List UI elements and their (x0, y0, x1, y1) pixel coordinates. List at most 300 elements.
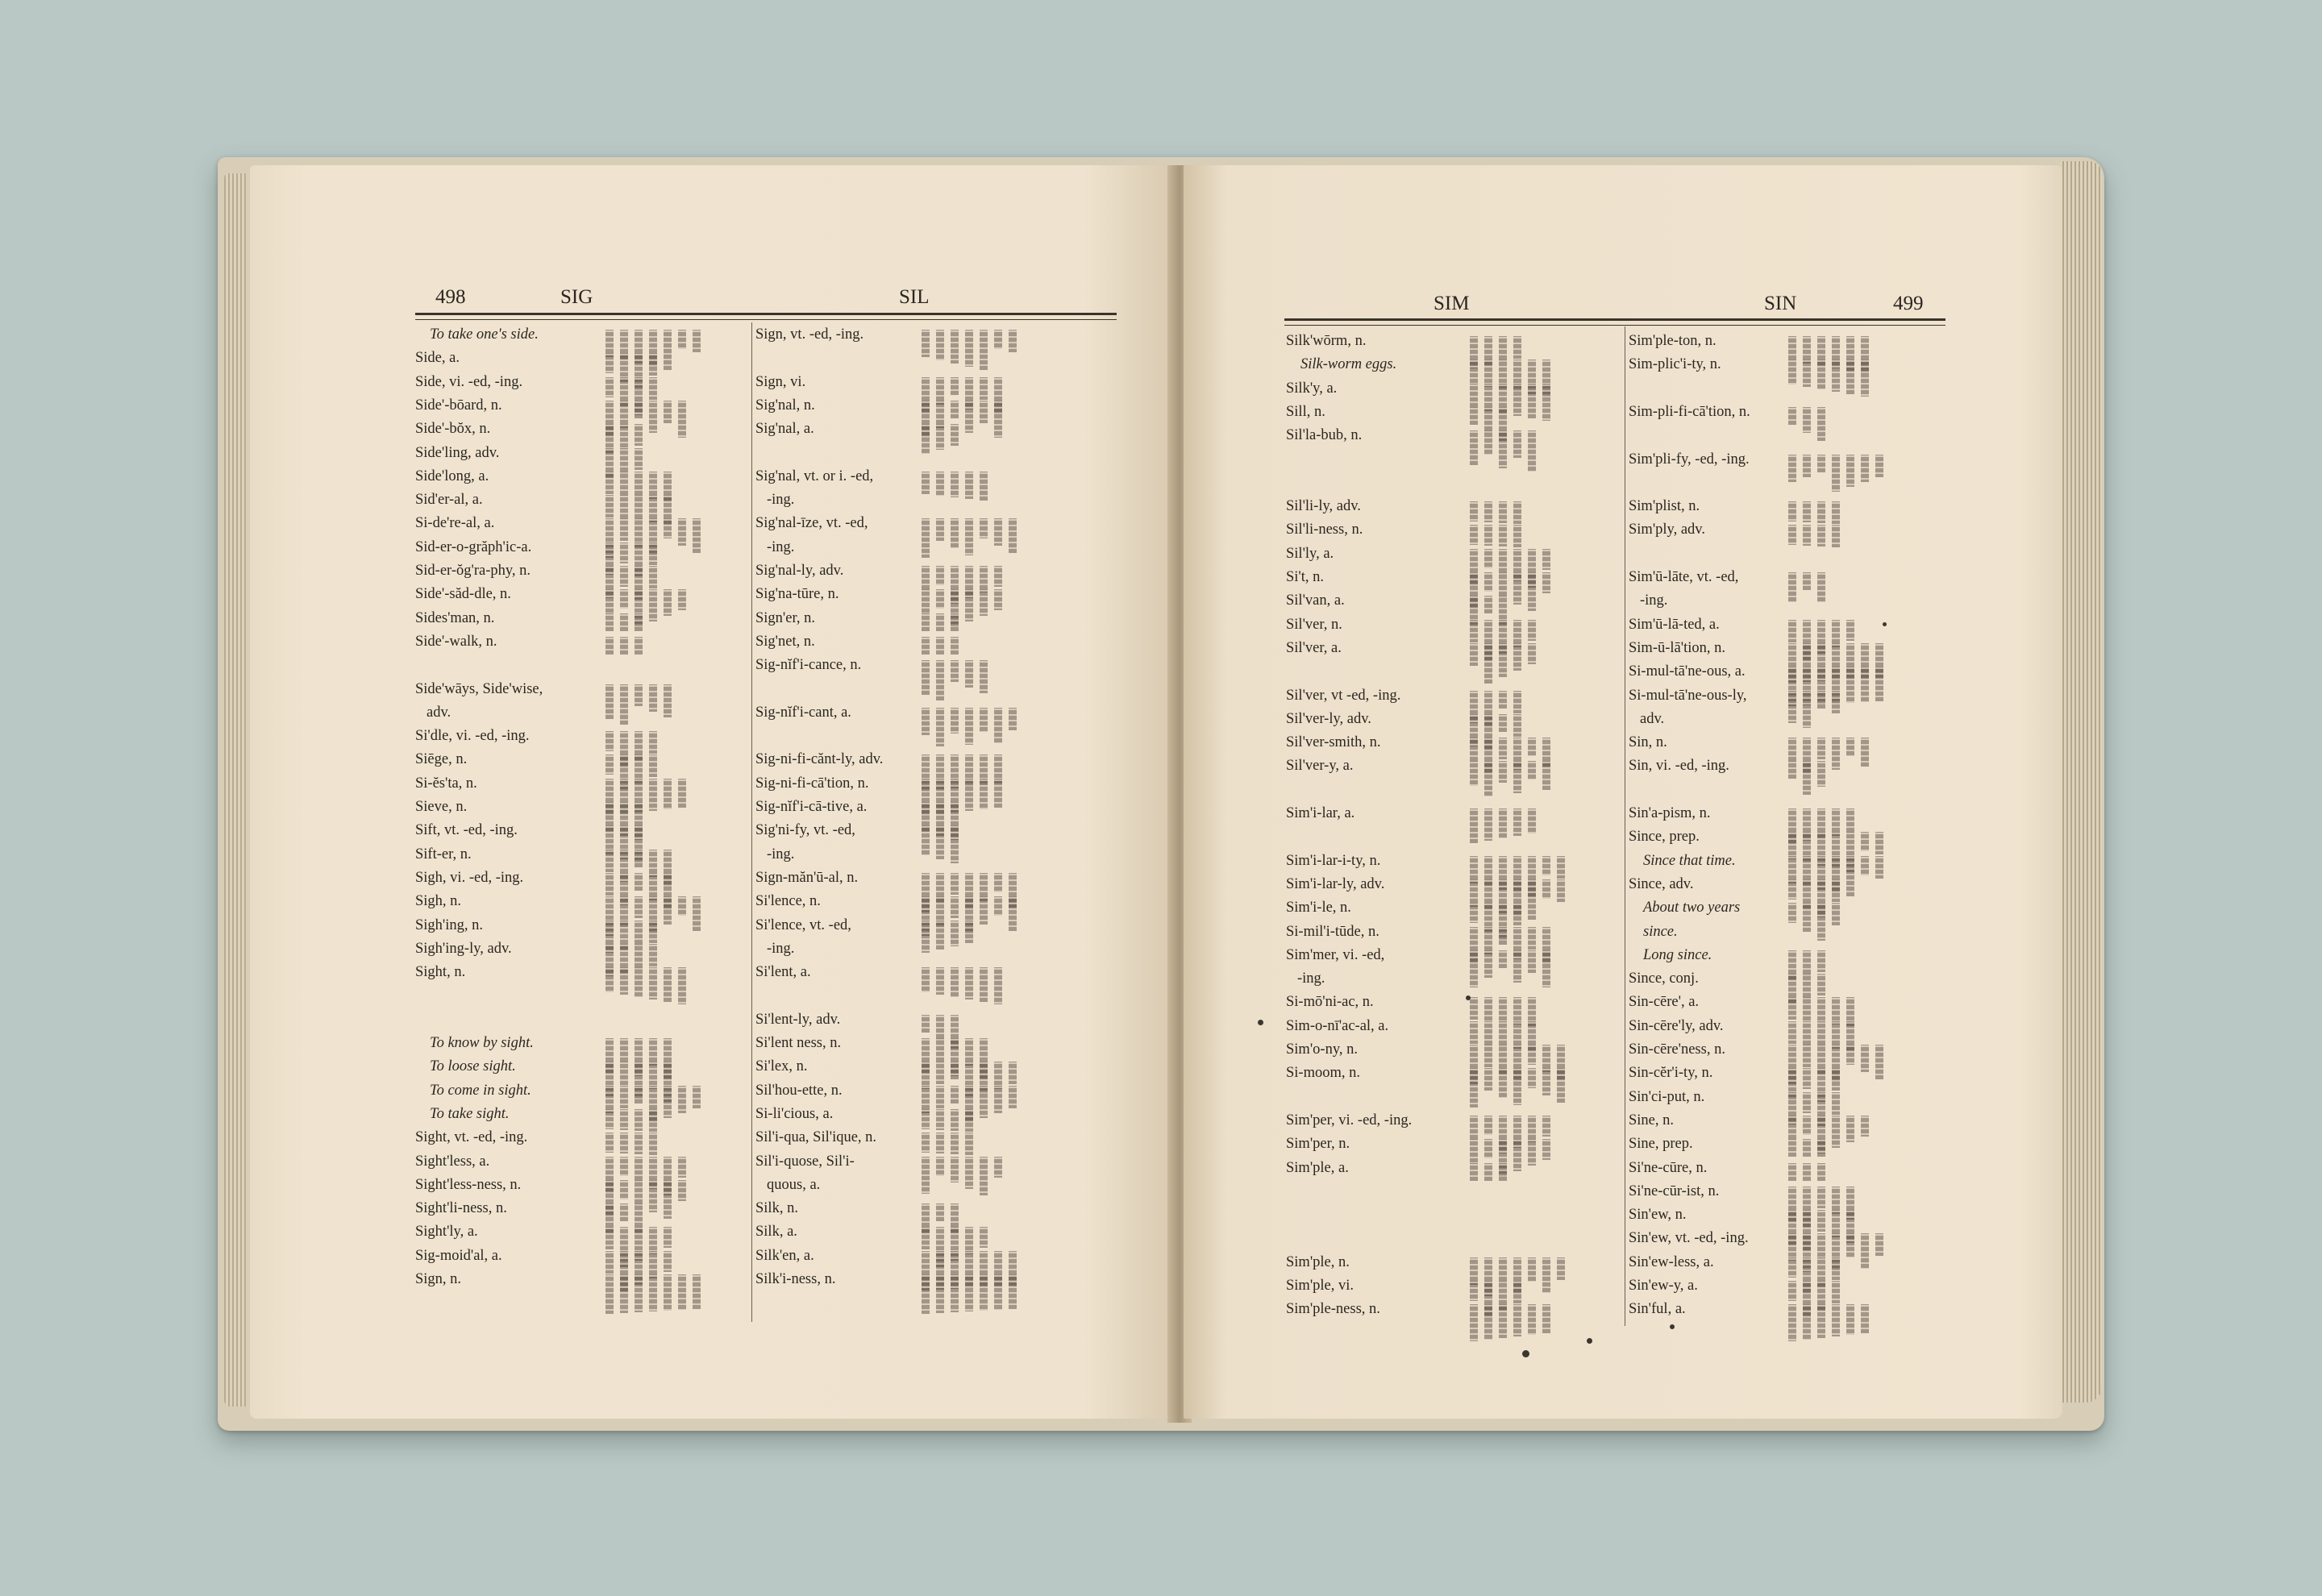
headword: Side'ling, adv. (415, 444, 500, 461)
headword: Side'long, a. (415, 468, 489, 484)
entry-row (415, 1058, 746, 1081)
headword: Since, adv. (1629, 875, 1694, 892)
ink-spot (1466, 995, 1471, 1000)
entry-row (1286, 663, 1617, 686)
headword: Sim'ple-ton, n. (1629, 333, 1717, 349)
entry-row (1286, 356, 1617, 379)
entry-row (1629, 356, 1951, 379)
entry-row (1629, 829, 1951, 851)
entry-row (755, 1271, 1110, 1294)
headword: Sid-er-ŏg'ra-phy, n. (415, 563, 531, 579)
headword: Sim'ply, adv. (1629, 522, 1705, 538)
headword: -ing. (767, 492, 795, 509)
entry-row (1286, 924, 1617, 946)
entry-row (1286, 333, 1617, 355)
headword: Si-de're-al, a. (415, 515, 495, 532)
headword: To take one's side. (430, 326, 539, 343)
entry-row (415, 421, 746, 443)
entry-row (755, 1153, 1110, 1176)
entry-row (1629, 1065, 1951, 1087)
entry-row (415, 822, 746, 845)
entry-row (415, 468, 746, 491)
entry-row (1286, 451, 1617, 474)
entry-row (415, 846, 746, 869)
entry-row (755, 350, 1110, 372)
entry-row (755, 539, 1110, 562)
entry-row (755, 374, 1110, 397)
headword: Sim-ū-lā'tion, n. (1629, 639, 1725, 656)
headword: Sig'nal-īze, vt. -ed, (755, 515, 868, 532)
entry-row (1629, 522, 1951, 544)
entry-row (1629, 640, 1951, 663)
entry-row (1286, 427, 1617, 450)
headword: since. (1643, 923, 1678, 940)
headword: Silk'i-ness, n. (755, 1271, 836, 1287)
entry-row (415, 634, 746, 656)
entry-row (1629, 498, 1951, 521)
entry-row (1286, 1301, 1617, 1324)
entry-row (415, 751, 746, 774)
entry-row (755, 397, 1110, 420)
headword: Sig-nĭf'i-cance, n. (755, 657, 862, 674)
entry-row (755, 586, 1110, 609)
headword: Si-ĕs'ta, n. (415, 775, 477, 792)
headword: Si-mul-tā'ne-ous-ly, (1629, 687, 1747, 704)
headword: Sift-er, n. (415, 846, 472, 862)
headword: Sin-cēre'ness, n. (1629, 1041, 1725, 1058)
entry-row (415, 799, 746, 821)
entry-row (755, 1129, 1110, 1152)
headword: Si'lent ness, n. (755, 1035, 842, 1051)
headword: Sil'la-bub, n. (1286, 427, 1363, 444)
headword: Si-mul-tā'ne-ous, a. (1629, 663, 1746, 680)
entry-row (755, 681, 1110, 704)
entry-row (1286, 758, 1617, 780)
headword: Sin'a-pism, n. (1629, 805, 1711, 821)
entry-row (1286, 498, 1617, 521)
headword: Sieve, n. (415, 799, 468, 815)
entry-row (1629, 1301, 1951, 1324)
entry-row (415, 1012, 746, 1034)
ink-spot (1258, 1020, 1263, 1025)
entry-row (1286, 688, 1617, 710)
entry-row (755, 704, 1110, 727)
headword: Sin'ew, vt. -ed, -ing. (1629, 1230, 1749, 1247)
entry-row (1286, 994, 1617, 1016)
entry-row (415, 610, 746, 633)
entry-row (755, 1012, 1110, 1034)
headword: Sil'ver-ly, adv. (1286, 710, 1371, 727)
japanese-gloss-marks (915, 1270, 1036, 1316)
entry-row (415, 374, 746, 397)
headword: Si'ne-cūre, n. (1629, 1159, 1708, 1176)
headword: Sin'ew, n. (1629, 1207, 1687, 1224)
entry-row (1286, 380, 1617, 403)
entry-row (415, 397, 746, 420)
entry-row (1286, 1065, 1617, 1087)
entry-row (1286, 1136, 1617, 1158)
column-divider (751, 322, 752, 1322)
headword: About two years (1643, 900, 1741, 916)
headword: Sight, vt. -ed, -ing. (415, 1129, 528, 1146)
entry-row (415, 941, 746, 963)
headword: Sine, prep. (1629, 1136, 1693, 1153)
page-edges-left (224, 173, 247, 1407)
headword: Sight'less, a. (415, 1153, 490, 1170)
entry-row (755, 893, 1110, 916)
headword: Side'-bŏx, n. (415, 421, 491, 438)
headword: quous, a. (767, 1176, 821, 1193)
entry-row (755, 515, 1110, 538)
entry-row (1629, 1136, 1951, 1158)
entry-row (1629, 427, 1951, 450)
page-number-right: 499 (1893, 293, 1924, 314)
entry-row (1629, 711, 1951, 734)
entry-row (1286, 475, 1617, 497)
header-rule (1284, 318, 1945, 326)
headword: Sin-cēre', a. (1629, 994, 1700, 1011)
entry-row (415, 681, 746, 704)
entry-row (415, 704, 746, 727)
entry-row (1629, 994, 1951, 1016)
entry-row (1629, 782, 1951, 804)
headword: Sil'ver, n. (1286, 616, 1342, 633)
entry-row (1286, 617, 1617, 639)
headword: Si'lent, a. (755, 964, 811, 981)
entry-row (1286, 1254, 1617, 1277)
headword: Sim'ple, vi. (1286, 1278, 1354, 1294)
headword: Si-moom, n. (1286, 1065, 1360, 1082)
entry-row (755, 657, 1110, 680)
entry-row (1286, 640, 1617, 663)
headword: Si'lence, vt. -ed, (755, 916, 851, 933)
entry-row (415, 1035, 746, 1058)
left-page (250, 165, 1177, 1419)
headword: Silk'wōrm, n. (1286, 333, 1367, 349)
entry-row (1286, 970, 1617, 993)
entry-row (1629, 617, 1951, 639)
headword: Sim'ple, a. (1286, 1159, 1349, 1176)
headword: Si'lence, n. (755, 893, 821, 910)
headword: Sign'er, n. (755, 609, 816, 626)
headword: -ing. (767, 940, 795, 957)
entry-row (415, 870, 746, 892)
entry-row (1286, 782, 1617, 804)
headword: Sin, vi. -ed, -ing. (1629, 758, 1729, 775)
entry-row (755, 775, 1110, 798)
headword: Sim'per, n. (1286, 1136, 1350, 1153)
japanese-gloss-marks (599, 1270, 720, 1316)
headword: To know by sight. (430, 1035, 534, 1051)
entry-row (1629, 569, 1951, 592)
gloss-strokes (915, 1271, 1036, 1316)
entry-row (1286, 711, 1617, 734)
entry-row (415, 1106, 746, 1128)
headword: Sil'ver-y, a. (1286, 758, 1354, 775)
headword: Sim'i-lar-i-ty, n. (1286, 852, 1381, 869)
headword: -ing. (1297, 970, 1325, 987)
entry-row (1629, 734, 1951, 757)
headword: Sigh, vi. -ed, -ing. (415, 869, 524, 886)
headword: Silk, n. (755, 1200, 798, 1217)
headword: Sig'nal-ly, adv. (755, 563, 844, 579)
headword: Long since. (1643, 946, 1712, 963)
headword: Sim'ple, n. (1286, 1253, 1350, 1270)
entry-row (415, 586, 746, 609)
japanese-gloss-marks (1782, 1299, 1903, 1346)
headword: Sigh, n. (415, 893, 462, 910)
entry-row (1629, 404, 1951, 426)
entry-row (1286, 404, 1617, 426)
header-rule (415, 313, 1117, 320)
entry-row (755, 492, 1110, 514)
headword: Si't, n. (1286, 569, 1325, 585)
headword: Sim'ū-lā-ted, a. (1629, 616, 1720, 633)
headword: Sign, n. (415, 1271, 462, 1287)
entry-row (415, 492, 746, 514)
entry-row (415, 1153, 746, 1176)
headword: Since, conj. (1629, 970, 1699, 987)
headword: Sine, n. (1629, 1112, 1675, 1128)
headword: Sim'plist, n. (1629, 498, 1700, 515)
headword: Sin'ew-y, a. (1629, 1278, 1698, 1294)
headword: Side'-săd-dle, n. (415, 586, 511, 603)
entry-row (415, 917, 746, 940)
entry-row (1629, 546, 1951, 568)
headword: Sin'ful, a. (1629, 1301, 1686, 1318)
entry-row (1286, 1018, 1617, 1041)
entry-row (1629, 758, 1951, 780)
entry-row (755, 1058, 1110, 1081)
entry-row (1286, 546, 1617, 568)
entry-row (1286, 853, 1617, 875)
headword: To come in sight. (430, 1082, 531, 1099)
headword: To take sight. (430, 1105, 510, 1122)
entry-row (1629, 1089, 1951, 1112)
headword: Sig'nal, n. (755, 397, 815, 414)
entry-row (415, 964, 746, 987)
headword: Sig-ni-fi-cā'tion, n. (755, 775, 869, 792)
entry-row (755, 870, 1110, 892)
headword: Si-mō'ni-ac, n. (1286, 994, 1374, 1011)
entry-row (1286, 1183, 1617, 1206)
headword: Sim'o-ny, n. (1286, 1041, 1358, 1058)
entry-row (415, 445, 746, 468)
entry-row (415, 1083, 746, 1105)
page-number-left: 498 (435, 286, 466, 308)
headword: Silk, a. (755, 1224, 797, 1241)
entry-row (1286, 947, 1617, 970)
headword: Sil'ver-smith, n. (1286, 734, 1381, 751)
headword: Sin'ew-less, a. (1629, 1253, 1714, 1270)
guide-word-right: SIL (899, 286, 930, 308)
entry-row (1629, 924, 1951, 946)
entry-row (1629, 1112, 1951, 1135)
entry-row (1629, 1254, 1951, 1277)
entry-row (755, 1035, 1110, 1058)
entry-row (1286, 1112, 1617, 1135)
entry-row (1629, 970, 1951, 993)
headword: Sight, n. (415, 964, 466, 981)
headword: Sift, vt. -ed, -ing. (415, 822, 518, 839)
headword: Sim'ū-lāte, vt. -ed, (1629, 569, 1739, 585)
headword: Sight'less-ness, n. (415, 1176, 522, 1193)
entry-row (1629, 663, 1951, 686)
headword: To loose sight. (430, 1058, 516, 1075)
entry-row (755, 634, 1110, 656)
entry-row (755, 445, 1110, 468)
entry-row (1629, 947, 1951, 970)
entry-row (1629, 1183, 1951, 1206)
headword: Sil'li-ness, n. (1286, 522, 1363, 538)
entry-row (415, 539, 746, 562)
entry-row (1629, 451, 1951, 474)
headword: Sim'i-le, n. (1286, 900, 1351, 916)
headword: Side, vi. -ed, -ing. (415, 373, 523, 390)
entry-row (415, 728, 746, 750)
ink-spot (1587, 1338, 1592, 1344)
headword: Sim'i-lar-ly, adv. (1286, 875, 1385, 892)
headword: Si'dle, vi. -ed, -ing. (415, 728, 530, 745)
headword: Sig'na-tūre, n. (755, 586, 839, 603)
entry-row (415, 350, 746, 372)
gloss-strokes (1782, 1301, 1903, 1346)
headword: Sight'li-ness, n. (415, 1200, 507, 1217)
entry-row (415, 1248, 746, 1270)
headword: Side'wāys, Side'wise, (415, 680, 543, 697)
headword: Since that time. (1643, 852, 1736, 869)
headword: Silk'en, a. (755, 1247, 814, 1264)
headword: Sig'ni-fy, vt. -ed, (755, 822, 855, 839)
entry-row (755, 610, 1110, 633)
entry-row (1629, 805, 1951, 828)
entry-row (1629, 1278, 1951, 1300)
ink-spot (1883, 622, 1887, 626)
headword: Sin'ci-put, n. (1629, 1088, 1705, 1105)
headword: Sin-cĕr'i-ty, n. (1629, 1065, 1713, 1082)
headword: Sim'mer, vi. -ed, (1286, 946, 1385, 963)
headword: Sim-pli-fi-cā'tion, n. (1629, 403, 1750, 420)
headword: Sim-o-nī'ac-al, a. (1286, 1017, 1389, 1034)
entry-row (1629, 853, 1951, 875)
entry-row (755, 326, 1110, 349)
entry-row (1629, 1018, 1951, 1041)
headword: Sil'van, a. (1286, 592, 1345, 609)
entry-row (755, 964, 1110, 987)
entry-row (1629, 688, 1951, 710)
entry-row (415, 775, 746, 798)
headword: -ing. (767, 846, 795, 862)
headword: Si'lex, n. (755, 1058, 808, 1075)
guide-word-left: SIG (560, 286, 593, 308)
headword: Si'ne-cūr-ist, n. (1629, 1182, 1720, 1199)
entry-row (755, 799, 1110, 821)
headword: Sign-măn'ū-al, n. (755, 869, 859, 886)
headword: Silk'y, a. (1286, 380, 1338, 397)
entry-row (755, 846, 1110, 869)
headword: Sil'ver, a. (1286, 639, 1342, 656)
entry-row (1286, 829, 1617, 851)
headword: Sides'man, n. (415, 609, 495, 626)
entry-row (755, 1224, 1110, 1246)
headword: adv. (427, 704, 452, 721)
entry-row (755, 751, 1110, 774)
headword: Sig'net, n. (755, 633, 815, 650)
entry-row (1286, 522, 1617, 544)
entry-row (1629, 333, 1951, 355)
entry-row (1629, 1160, 1951, 1182)
headword: Side'-bōard, n. (415, 397, 502, 414)
headword: Sigh'ing-ly, adv. (415, 940, 512, 957)
headword: Sign, vt. -ed, -ing. (755, 326, 864, 343)
entry-row (415, 563, 746, 585)
headword: Si'lent-ly, adv. (755, 1011, 841, 1028)
headword: Sil'li-ly, adv. (1286, 498, 1361, 515)
headword: Silk-worm eggs. (1300, 356, 1397, 373)
entry-row (1629, 380, 1951, 403)
guide-word-right: SIN (1764, 293, 1797, 314)
headword: adv. (1640, 710, 1665, 727)
ink-spot (1522, 1350, 1529, 1357)
entry-row (755, 421, 1110, 443)
entry-row (755, 468, 1110, 491)
entry-row (755, 728, 1110, 750)
japanese-gloss-marks (1463, 1299, 1584, 1346)
headword: Sim'i-lar, a. (1286, 805, 1355, 821)
entry-row (1286, 876, 1617, 899)
headword: Sid'er-al, a. (415, 492, 483, 509)
headword: Sill, n. (1286, 403, 1325, 420)
entry-row (415, 515, 746, 538)
headword: Sigh'ing, n. (415, 916, 484, 933)
headword: Sig-moid'al, a. (415, 1247, 502, 1264)
entry-row (415, 893, 746, 916)
headword: Side'-walk, n. (415, 633, 497, 650)
entry-row (755, 917, 1110, 940)
entry-row (1286, 569, 1617, 592)
headword: -ing. (767, 538, 795, 555)
ink-spot (1670, 1324, 1675, 1329)
entry-row (755, 1177, 1110, 1199)
headword: Sil'ly, a. (1286, 545, 1334, 562)
entry-row (415, 657, 746, 680)
page-edges-right (2060, 161, 2102, 1403)
headword: Sig-nĭf'i-cant, a. (755, 704, 851, 721)
entry-row (1286, 1278, 1617, 1300)
entry-row (415, 326, 746, 349)
entry-row (755, 1248, 1110, 1270)
headword: Sin-cēre'ly, adv. (1629, 1017, 1724, 1034)
entry-row (1629, 900, 1951, 922)
entry-row (1286, 1089, 1617, 1112)
headword: Sil'hou-ette, n. (755, 1082, 843, 1099)
headword: Sim'per, vi. -ed, -ing. (1286, 1112, 1413, 1128)
headword: Sight'ly, a. (415, 1224, 478, 1241)
right-page (1184, 165, 2062, 1419)
entry-row (1629, 475, 1951, 497)
entry-row (415, 1177, 746, 1199)
entry-row (1286, 900, 1617, 922)
entry-row (1629, 1041, 1951, 1064)
headword: Sil'ver, vt -ed, -ing. (1286, 687, 1401, 704)
headword: -ing. (1640, 592, 1668, 609)
headword: Sil'i-quose, Sil'i- (755, 1153, 855, 1170)
entry-row (1286, 805, 1617, 828)
entry-row (1629, 1230, 1951, 1253)
entry-row (1286, 592, 1617, 615)
entry-row (1629, 876, 1951, 899)
entry-row (415, 987, 746, 1010)
